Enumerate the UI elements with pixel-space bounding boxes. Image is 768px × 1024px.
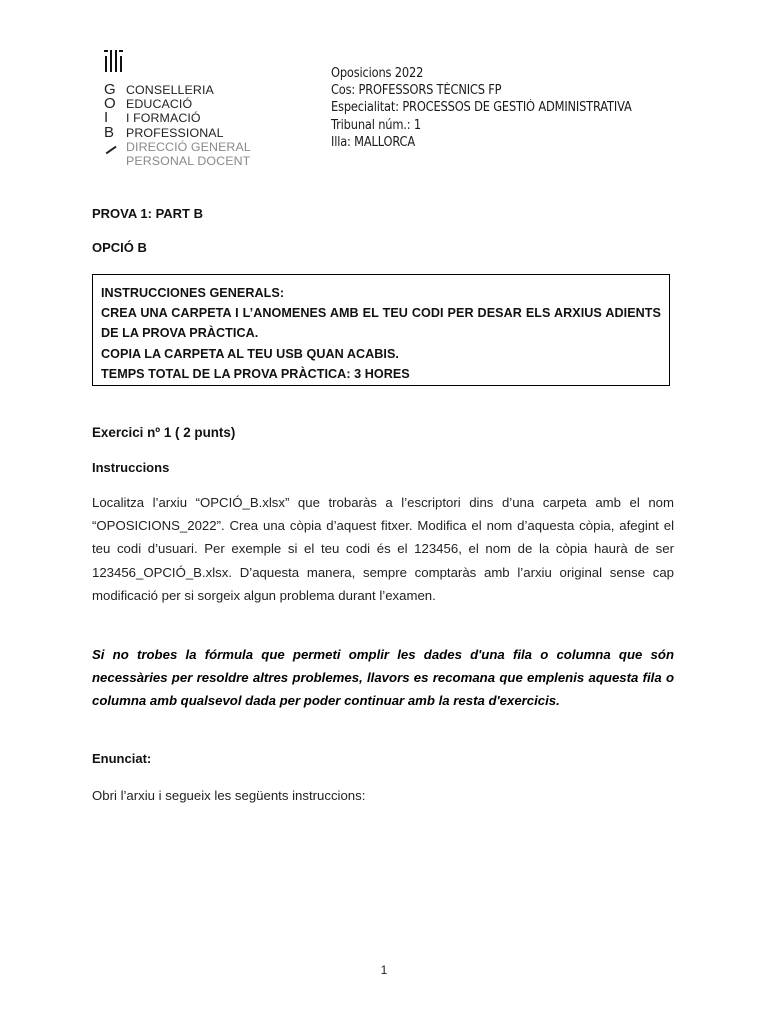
instruction-time: TEMPS TOTAL DE LA PROVA PRÀCTICA: 3 HORES <box>101 366 410 381</box>
logo-row-b: B PROFESSIONAL <box>104 123 224 141</box>
logo-row-personal: PERSONAL DOCENT <box>126 154 251 169</box>
slash-icon <box>106 146 117 154</box>
note-text: Si no trobes la fórmula que permeti omplir les dades d'una fila o columna que són necessàries per resoldre altres problemes, llavors es recomana que emplenis aquesta fila o columna amb qualsevol dada per poder continuar amb la resta d'exercicis. <box>92 647 674 708</box>
logo-row-i: I I FORMACIÓ <box>104 109 201 127</box>
exam-especialitat: Especialitat: PROCESSOS DE GESTIÓ ADMINISTRATIVA <box>331 100 632 116</box>
exercise-title: Exercici nº 1 ( 2 punts) <box>92 425 236 440</box>
instruction-usb: COPIA LA CARPETA AL TEU USB QUAN ACABIS. <box>101 346 399 361</box>
exam-header <box>331 65 673 151</box>
prova-heading: PROVA 1: PART B <box>92 206 203 221</box>
exam-tribunal: Tribunal núm.: 1 <box>331 117 422 133</box>
instruction-folder: CREA UNA CARPETA I L’ANOMENES AMB EL TEU CODI PER DESAR ELS ARXIUS ADIENTS DE LA PROVA PRÀCTICA. <box>101 306 661 341</box>
page-number: 1 <box>380 963 388 977</box>
instructions-title: INSTRUCCIONES GENERALS: <box>101 286 285 300</box>
instruccions-text: Localitza l’arxiu “OPCIÓ_B.xlsx” que trobaràs a l’escriptori dins d’una carpeta amb el nom “OPOSICIONS_2022”. Crea una còpia d’aquest fitxer. Modifica el nom d’aquesta còpia, afegint el teu codi d’usuari. Per exemple si el teu codi és el 123456, el nom de la còpia haurà de ser 123456_OPCIÓ_B.xlsx. D’aquesta manera, sempre comptaràs amb l’arxiu original sense cap modificació per si sorgeix algun problema durant l’examen. <box>92 495 674 603</box>
enunciat-heading: Enunciat: <box>92 751 152 766</box>
opcio-heading: OPCIÓ B <box>92 240 147 255</box>
logo-row-o: O EDUCACIÓ <box>104 95 193 113</box>
instruccions-heading: Instruccions <box>92 460 170 475</box>
logo-row-g: G CONSELLERIA <box>104 81 214 99</box>
exam-illa: Illa: MALLORCA <box>331 134 416 150</box>
exam-cos: Cos: PROFESSORS TÈCNICS FP <box>331 83 502 99</box>
exam-year: Oposicions 2022 <box>331 66 424 81</box>
instructions-box <box>92 274 670 386</box>
goib-emblem-icon <box>104 48 126 76</box>
enunciat-text: Obri l’arxiu i segueix les següents instruccions: <box>92 788 366 803</box>
logo-row-direccio: DIRECCIÓ GENERAL <box>104 140 251 154</box>
